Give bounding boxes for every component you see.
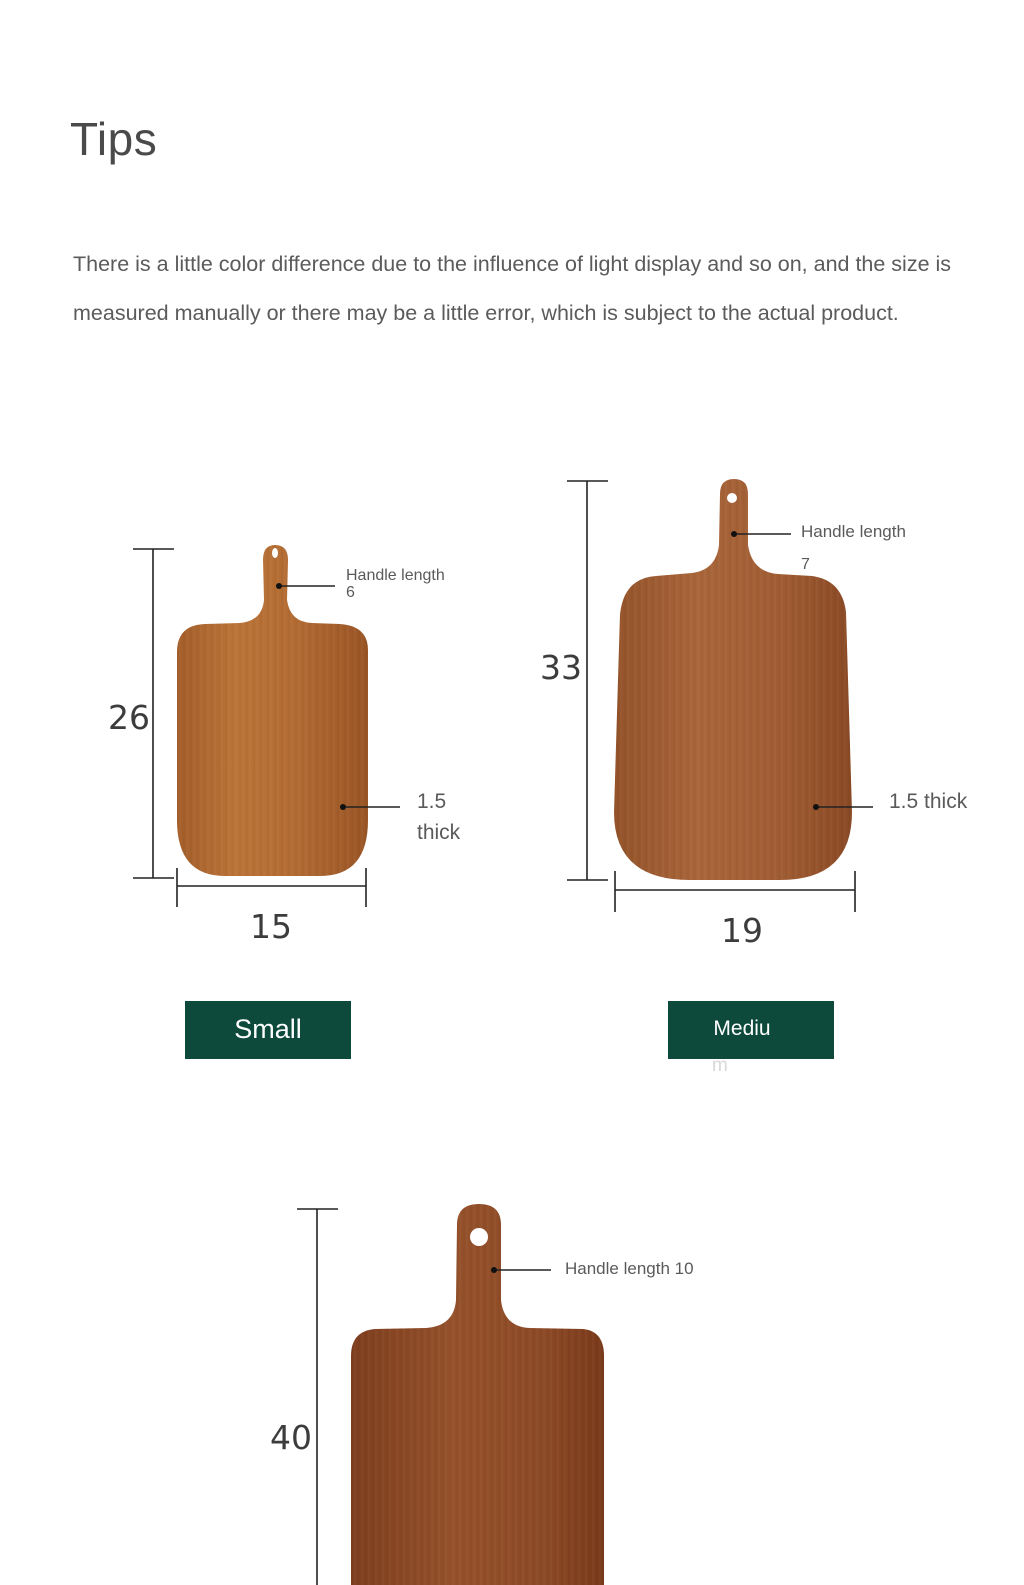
medium-handle-label: Handle length [801,522,906,541]
size-medium-label-overflow: m [712,1055,728,1076]
medium-hang-hole [727,493,737,503]
medium-handle-value: 7 [801,556,810,573]
size-small-button[interactable]: Small [185,1001,351,1059]
medium-width-label: 19 [721,911,763,950]
small-thick-value: 1.5 [417,790,447,813]
small-width-label: 15 [250,907,292,946]
tips-title: Tips [70,113,158,165]
size-medium-button[interactable] [668,1001,834,1059]
large-hang-hole [470,1228,488,1246]
size-medium-label: Mediu [713,1017,771,1040]
small-height-label: 26 [108,698,150,737]
medium-height-label: 33 [540,648,582,687]
large-height-label: 40 [270,1418,312,1457]
small-board [177,545,368,876]
small-handle-label: Handle length [346,567,445,584]
large-handle-label: Handle length 10 [565,1259,694,1278]
small-handle-value: 6 [346,584,355,601]
tips-paragraph: There is a little color difference due to the influence of light display and so on, and the size is measured manually or there may be a little error, which is subject to the actual product. [73,252,952,325]
medium-thick-label: 1.5 thick [889,790,968,813]
small-thick-label: thick [417,821,461,844]
small-hang-hole [272,548,278,558]
